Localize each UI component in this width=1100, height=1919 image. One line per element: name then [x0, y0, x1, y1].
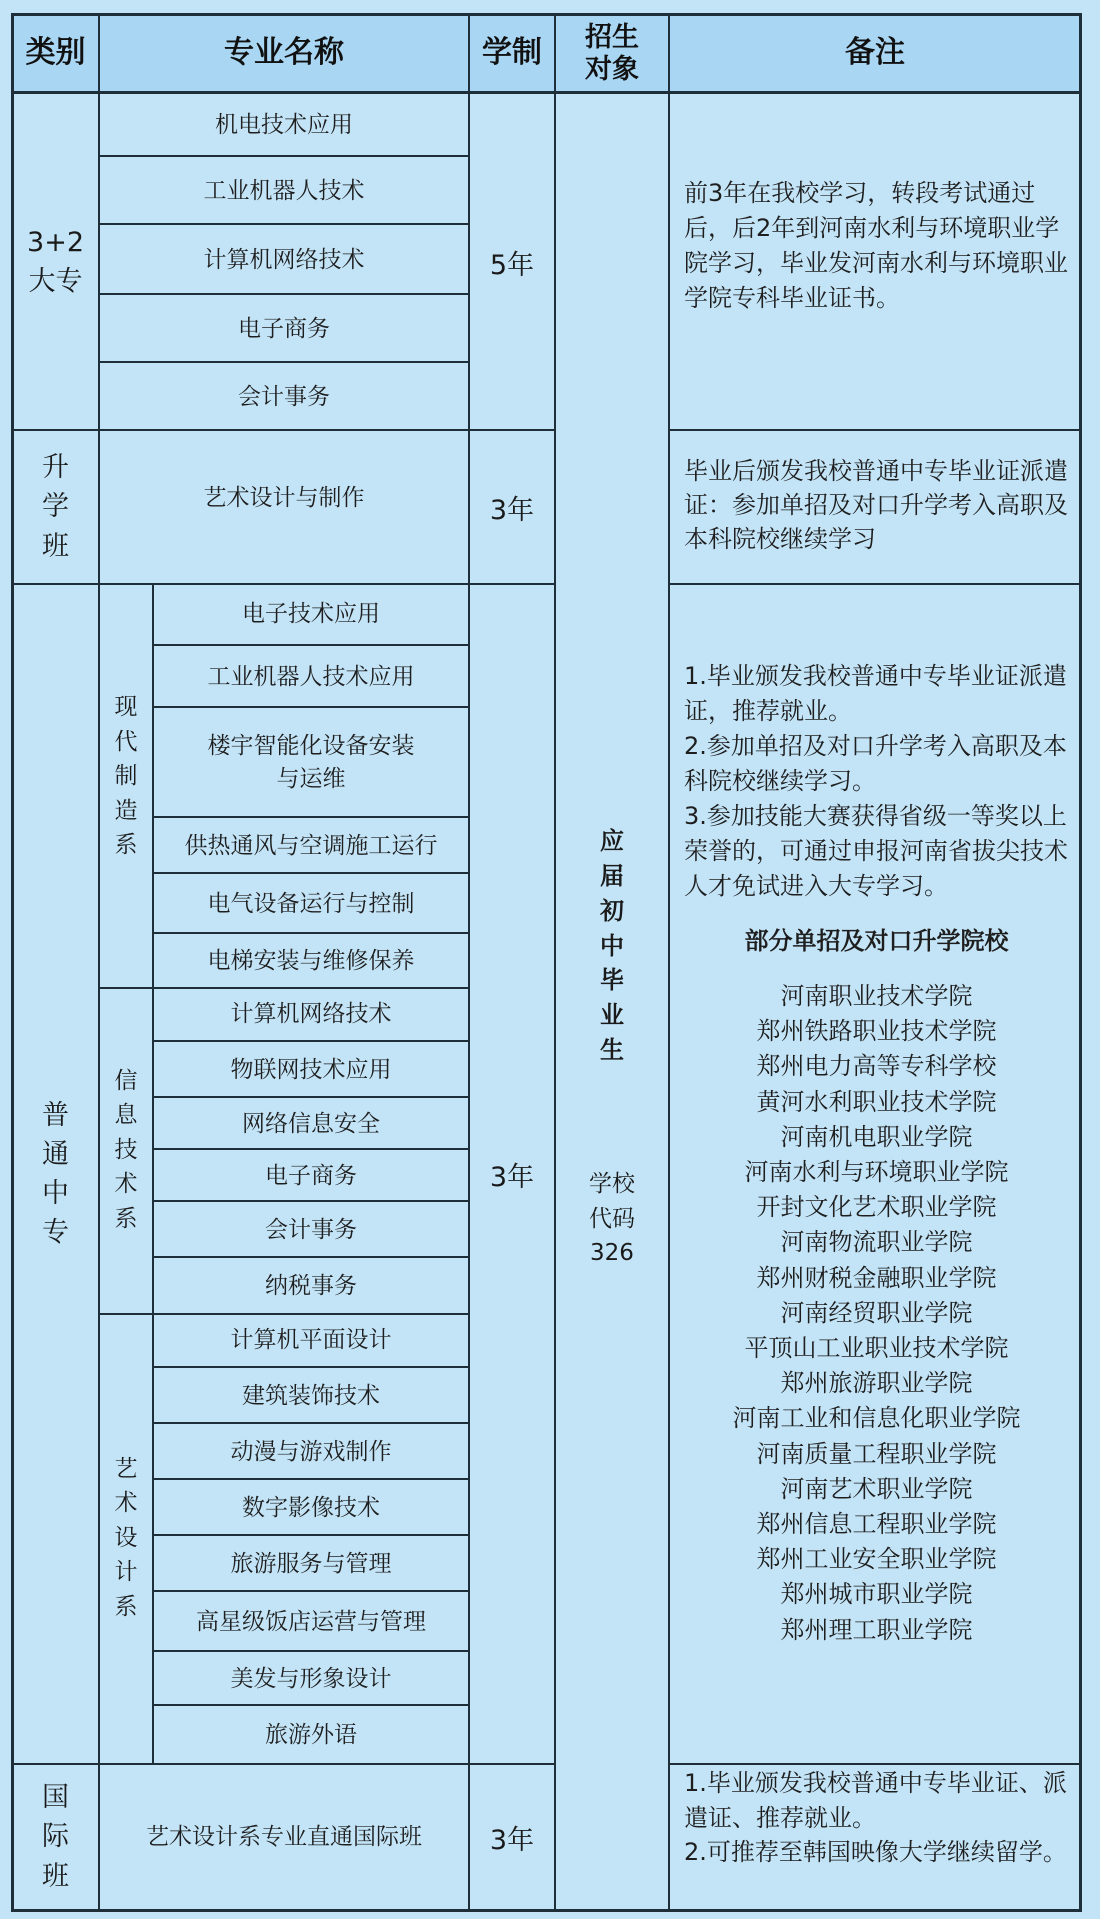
grid-line [152, 585, 154, 1763]
school-item: 河南物流职业学院 [780, 1228, 973, 1257]
grid-line [154, 644, 468, 646]
department-manufacturing: 现代制造系 [114, 694, 138, 858]
school-item: 河南机电职业学院 [780, 1122, 973, 1151]
school-item: 黄河水利职业技术学院 [756, 1087, 997, 1116]
remark-item: 3.参加技能大赛获得省级一等奖以上荣誉的，可通过申报河南省拔尖技术人才免试进入大专学习。 [684, 802, 1068, 900]
grid-line [154, 932, 468, 934]
grid-line [154, 1590, 468, 1592]
category-dazhuan: 3+2大专 [27, 226, 84, 297]
major-cell: 动漫与游戏制作 [230, 1438, 392, 1465]
major-cell: 工业机器人技术应用 [207, 663, 415, 690]
major-cell: 计算机平面设计 [230, 1327, 392, 1354]
grid-line [1079, 13, 1082, 1912]
duration-shengxue: 3年 [489, 494, 535, 526]
grid-line [668, 583, 1082, 585]
grid-line [11, 13, 1082, 16]
grid-line [154, 1422, 468, 1424]
school-item: 河南质量工程职业学院 [756, 1439, 997, 1468]
major-cell: 美发与形象设计 [230, 1665, 392, 1692]
school-code [556, 1163, 668, 1275]
grid-line [668, 13, 670, 1912]
grid-line [668, 1763, 1082, 1765]
remark-item: 1.毕业颁发我校普通中专毕业证、派遣证、推荐就业。 [684, 1769, 1067, 1832]
major-cell: 会计事务 [265, 1216, 357, 1243]
grid-line [154, 816, 468, 818]
grid-line [98, 13, 100, 1912]
grid-line [100, 987, 468, 989]
remark-item: 2.可推荐至韩国映像大学继续留学。 [684, 1838, 1067, 1866]
school-code-number: 326 [590, 1240, 634, 1267]
school-item: 郑州城市职业学院 [780, 1580, 973, 1609]
header-category: 类别 [13, 16, 98, 91]
grid-line [154, 706, 468, 708]
grid-line [100, 223, 468, 225]
major-cell: 电子商务 [265, 1162, 357, 1189]
school-item: 平顶山工业职业技术学院 [744, 1334, 1009, 1363]
header-remarks: 备注 [670, 16, 1080, 91]
grid-line [100, 361, 468, 363]
remark-item: 2.参加单招及对口升学考入高职及本科院校继续学习。 [684, 732, 1067, 795]
school-item: 郑州信息工程职业学院 [756, 1510, 997, 1539]
grid-line [100, 155, 468, 157]
major-cell: 电子商务 [238, 315, 330, 342]
grid-line [11, 1763, 556, 1765]
schools-list [684, 979, 1069, 1648]
major-cell: 物联网技术应用 [230, 1056, 392, 1083]
school-item: 郑州铁路职业技术学院 [756, 1017, 997, 1046]
school-item: 河南职业技术学院 [780, 982, 973, 1010]
grid-line [154, 1534, 468, 1536]
header-target: 招生对象 [556, 16, 668, 91]
major-cell: 纳税事务 [265, 1273, 357, 1300]
major-cell: 建筑装饰技术 [242, 1382, 380, 1409]
header-major: 专业名称 [100, 16, 468, 91]
major-cell: 电梯安装与维修保养 [207, 948, 415, 975]
grid-line [154, 1704, 468, 1706]
grid-line [11, 1909, 1082, 1912]
major-cell: 艺术设计与制作 [203, 485, 365, 511]
school-item: 河南经贸职业学院 [780, 1298, 973, 1327]
duration-guoji: 3年 [489, 1824, 535, 1856]
remark-shengxue: 毕业后颁发我校普通中专毕业证派遣证：参加单招及对口升学考入高职及本科院校继续学习 [684, 457, 1068, 553]
grid-line [11, 429, 556, 431]
category-guoji: 国际班 [42, 1782, 69, 1892]
grid-line [154, 1366, 468, 1368]
grid-line [154, 1096, 468, 1098]
category-shengxue: 升学班 [42, 452, 69, 562]
grid-line [154, 1650, 468, 1652]
major-cell: 高星级饭店运营与管理 [196, 1608, 426, 1635]
major-cell: 旅游服务与管理 [230, 1550, 392, 1577]
duration-dazhuan: 5年 [489, 249, 535, 281]
major-cell: 电子技术应用 [242, 601, 380, 628]
major-cell: 网络信息安全 [242, 1110, 380, 1137]
school-item: 郑州工业安全职业学院 [756, 1545, 997, 1574]
major-cell: 数字影像技术 [242, 1494, 380, 1521]
grid-line [154, 1148, 468, 1150]
school-item: 郑州旅游职业学院 [780, 1369, 973, 1398]
header-duration: 学制 [470, 16, 554, 91]
major-cell: 机电技术应用 [215, 111, 353, 138]
school-code-label: 学校代码 [588, 1171, 635, 1232]
remark-dazhuan: 前3年在我校学习，转段考试通过后，后2年到河南水利与环境职业学院学习，毕业发河南水利与环境职业学院专科毕业证书。 [684, 179, 1068, 312]
grid-line [11, 13, 14, 1912]
school-item: 开封文化艺术职业学院 [756, 1193, 997, 1222]
major-cell: 供热通风与空调施工运行 [184, 832, 438, 859]
major-cell: 电气设备运行与控制 [207, 890, 415, 917]
grid-line [468, 13, 470, 1912]
school-item: 河南工业和信息化职业学院 [732, 1404, 1021, 1433]
department-it: 信息技术系 [114, 1067, 138, 1232]
grid-line [154, 1256, 468, 1258]
school-item: 郑州电力高等专科学校 [756, 1052, 997, 1081]
grid-line [154, 1200, 468, 1202]
grid-line [100, 293, 468, 295]
remark-item: 1.毕业颁发我校普通中专毕业证派遣证，推荐就业。 [684, 662, 1067, 725]
major-cell: 艺术设计系专业直通国际班 [146, 1823, 422, 1850]
major-cell: 楼宇智能化设备安装与运维 [207, 732, 415, 792]
grid-line [100, 1313, 468, 1315]
major-cell: 计算机网络技术 [203, 246, 365, 273]
duration-putong: 3年 [489, 1161, 535, 1193]
category-putong: 普通中专 [42, 1099, 69, 1249]
grid-line [154, 872, 468, 874]
grid-line [154, 1040, 468, 1042]
school-item: 郑州理工职业学院 [780, 1615, 973, 1644]
major-cell: 计算机网络技术 [230, 1001, 392, 1028]
school-item: 河南艺术职业学院 [780, 1474, 973, 1503]
grid-line [11, 583, 556, 585]
grid-line [154, 1478, 468, 1480]
major-cell: 工业机器人技术 [203, 177, 365, 204]
schools-title: 部分单招及对口升学院校 [744, 927, 1009, 955]
major-cell: 旅游外语 [265, 1722, 357, 1749]
remark-guoji [684, 1766, 1072, 1870]
grid-line [11, 91, 1082, 94]
school-item: 郑州财税金融职业学院 [756, 1263, 997, 1292]
target-students: 应届初中毕业生 [600, 827, 624, 1064]
department-art-design: 艺术设计系 [114, 1455, 138, 1620]
grid-line [668, 429, 1082, 431]
remark-putong [684, 659, 1069, 1648]
major-cell: 会计事务 [238, 383, 330, 410]
school-item: 河南水利与环境职业学院 [744, 1158, 1009, 1187]
grid-line [554, 13, 556, 1912]
